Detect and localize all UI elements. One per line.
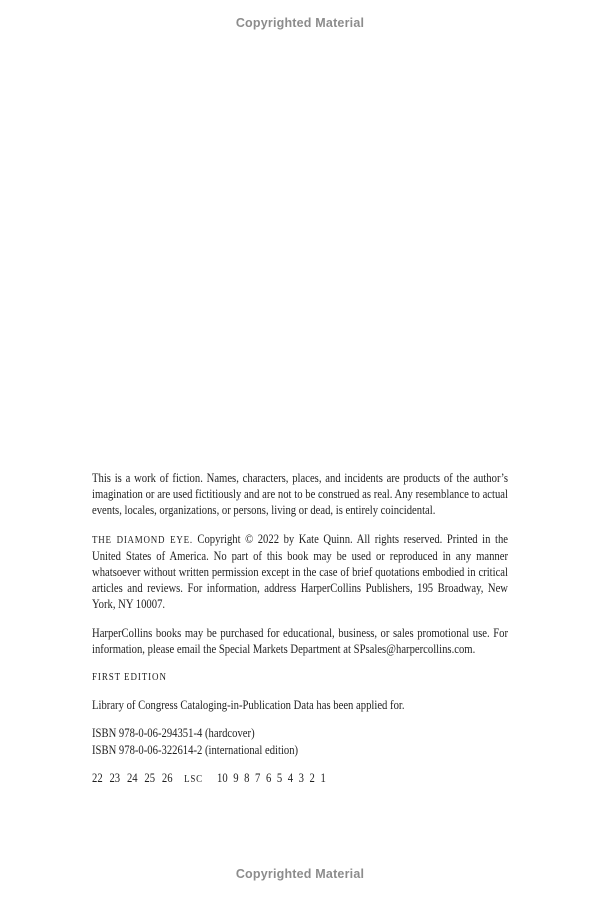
special-markets-notice: HarperCollins books may be purchased for educational, business, or sales promotional use. For information, please email the Special Markets Department at SPsales@harpercollins.com.	[92, 625, 508, 656]
isbn-block	[92, 725, 508, 757]
book-title-small-caps: THE DIAMOND EYE.	[92, 533, 193, 546]
copyrighted-material-notice-top: Copyrighted Material	[235, 16, 365, 30]
isbn-hardcover: ISBN 978-0-06-294351-4 (hardcover)	[92, 726, 255, 741]
copyright-notice-body: Copyright © 2022 by Kate Quinn. All rights reserved. Printed in the United States of America. No part of this book may be used or reproduced in any manner whatsoever without written permission except in the case of brief quotations embodied in critical articles and reviews. For information, address HarperCollins Publishers, 195 Broadway, New York, NY 10007.	[92, 531, 509, 612]
copyright-notice	[92, 531, 508, 613]
isbn-international: ISBN 978-0-06-322614-2 (international edition)	[92, 742, 299, 757]
fiction-disclaimer: This is a work of fiction. Names, characters, places, and incidents are products of the author’s imagination or are used fictitiously and are not to be construed as real. Any resemblance to actual events, locales, organizations, or persons, living or dead, is entirely coincidental.	[92, 471, 508, 518]
printing-years: 22 23 24 25 26	[92, 770, 173, 785]
colophon-text-block	[92, 470, 508, 799]
copyrighted-material-notice-bottom: Copyrighted Material	[235, 867, 365, 881]
first-edition-line: FIRST EDITION	[92, 671, 167, 684]
print-run-numbers: 10 9 8 7 6 5 4 3 2 1	[217, 770, 326, 785]
library-of-congress-line: Library of Congress Cataloging-in-Publication Data has been applied for.	[92, 698, 405, 713]
printer-code: LSC	[184, 772, 203, 785]
printers-key-line	[92, 770, 508, 787]
